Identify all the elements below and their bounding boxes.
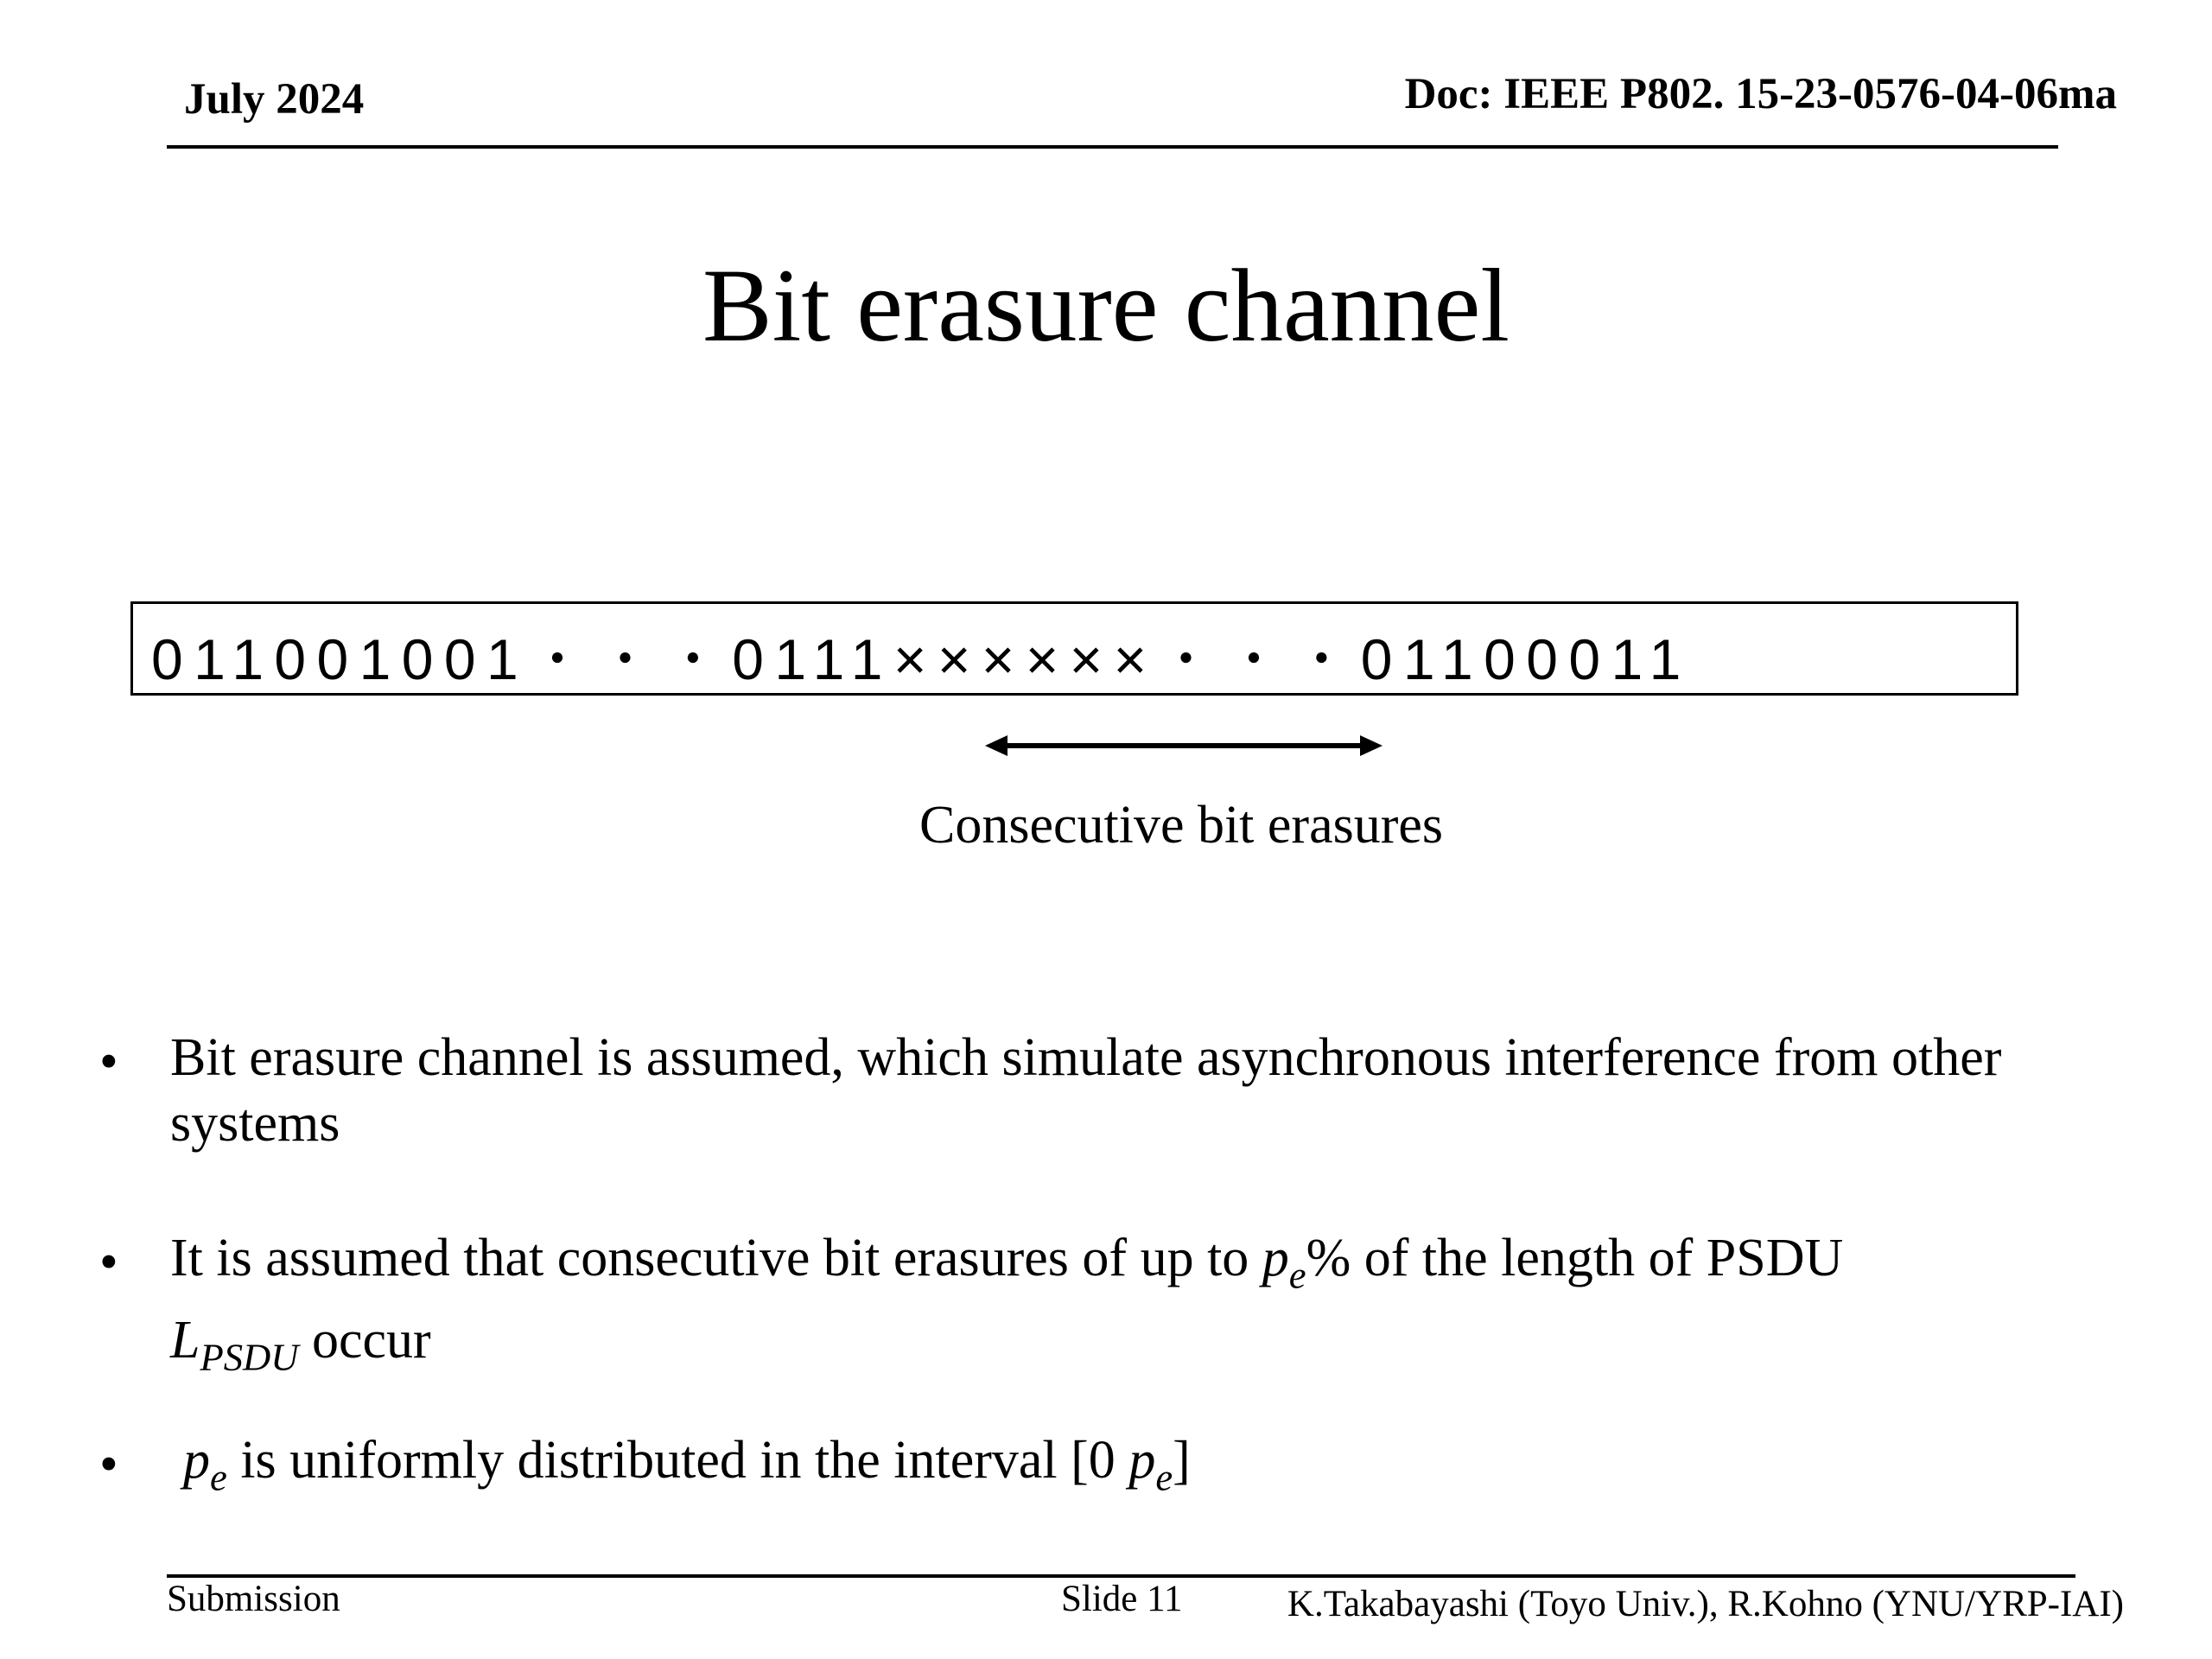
bullet-3-text-part: is uniformly distributed in the interval [0 <box>226 1431 1129 1490</box>
footer-slide-number: Slide 11 <box>1061 1579 1183 1619</box>
bullet-2-text-part: % of the length of PSDU <box>1306 1229 1844 1287</box>
header-date: July 2024 <box>184 75 365 124</box>
bullet-2-text-part: occur <box>298 1311 431 1370</box>
double-headed-arrow-icon <box>985 728 1382 763</box>
bullet-3-text-part: ] <box>1173 1431 1191 1490</box>
math-variable: p <box>1128 1431 1156 1490</box>
math-subscript: e <box>1155 1455 1173 1499</box>
math-variable: p <box>183 1431 210 1490</box>
bullet-marker: • <box>99 1435 118 1494</box>
math-variable: p <box>1262 1229 1289 1287</box>
math-variable: L <box>170 1311 200 1370</box>
bullet-text-1: Bit erasure channel is assumed, which simulate asynchronous interference from other systems <box>170 1028 2002 1153</box>
footer-submission: Submission <box>167 1579 340 1619</box>
bit-sequence: 011001001・・・0111××××××・・・01100011 <box>151 627 1692 691</box>
math-subscript: e <box>1288 1253 1306 1297</box>
erasure-arrow-label: Consecutive bit erasures <box>918 796 1444 855</box>
bullet-text-3 <box>183 1427 2032 1510</box>
bullet-text-2 <box>170 1225 2019 1390</box>
bullet-marker: • <box>99 1033 118 1091</box>
bullet-2-text-part: It is assumed that consecutive bit erasures of up to <box>170 1229 1262 1287</box>
bullet-marker: • <box>99 1233 118 1292</box>
footer-authors: K.Takabayashi (Toyo Univ.), R.Kohno (YNU/YRP-IAI) <box>1287 1584 2124 1624</box>
math-subscript: PSDU <box>200 1335 299 1379</box>
header-doc-id: Doc: IEEE P802. 15-23-0576-04-06ma <box>1404 70 2117 118</box>
math-subscript: e <box>210 1455 227 1499</box>
slide-title: Bit erasure channel <box>702 248 1510 364</box>
header-divider <box>167 145 2058 149</box>
